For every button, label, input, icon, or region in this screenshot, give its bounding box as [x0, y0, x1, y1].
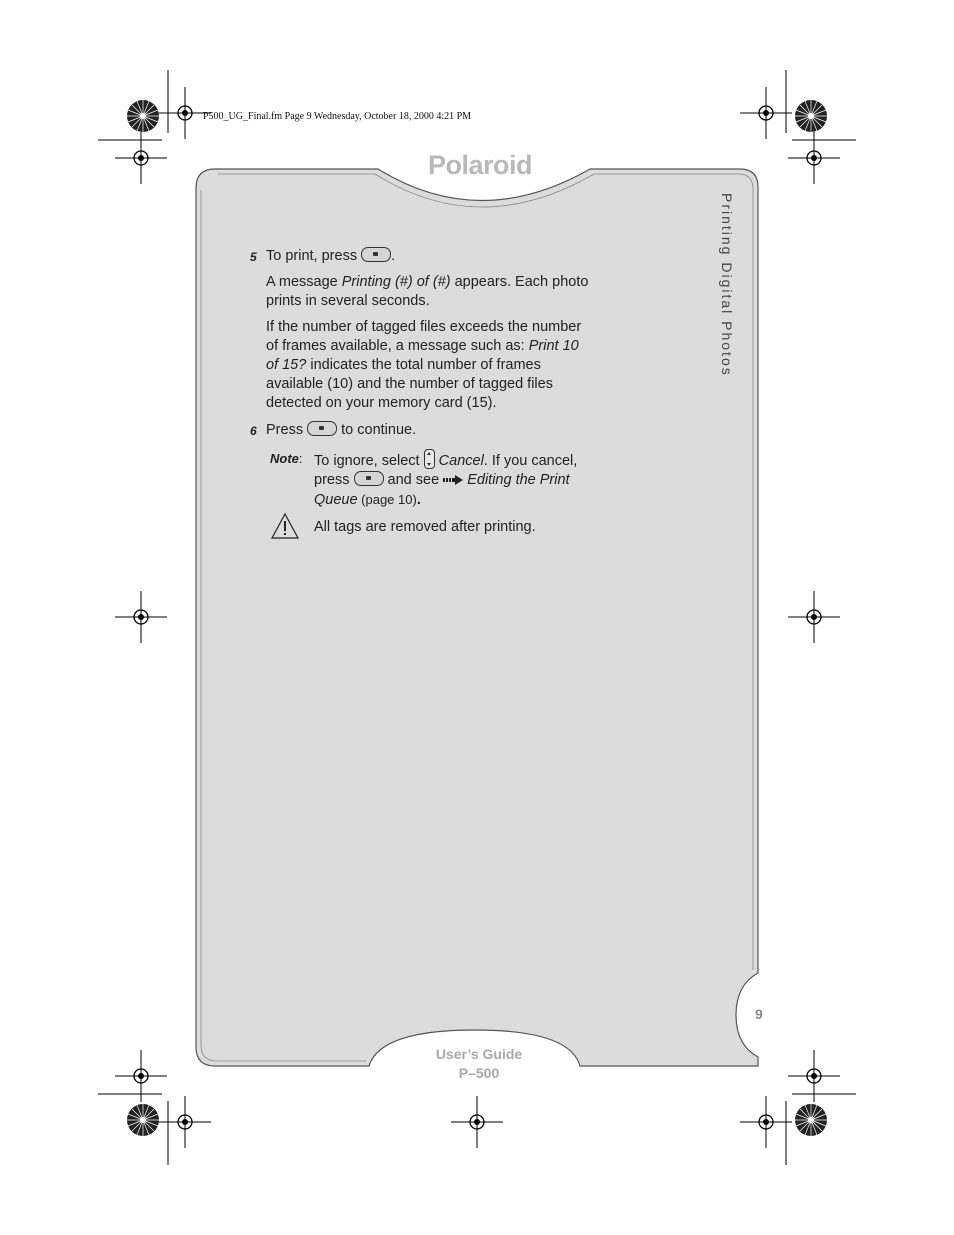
warning-triangle-icon — [270, 512, 300, 540]
note-block — [270, 449, 590, 510]
message-text: Printing (#) of (#) — [341, 274, 451, 290]
step-5-paragraph-2 — [266, 318, 590, 413]
section-side-tab: Printing Digital Photos — [719, 193, 735, 377]
text-run: If the number of tagged files exceeds the number of frames available, a message such as: — [266, 319, 582, 354]
text-run: appears. Each photo prints in several seconds. — [266, 274, 589, 309]
cross-reference-arrow-icon — [443, 475, 463, 485]
cancel-option-text: Cancel — [438, 453, 484, 469]
text-run: To ignore, select — [314, 453, 424, 469]
page-reference: (page 10) — [357, 492, 417, 507]
step-text-end: . — [391, 248, 396, 264]
step-text-end: to continue. — [341, 422, 417, 438]
ok-button-icon — [354, 471, 384, 486]
step-6 — [250, 421, 590, 440]
step-number: 6 — [250, 424, 257, 438]
step-5 — [250, 247, 590, 266]
print-header-info: P500_UG_Final.fm Page 9 Wednesday, October 18, 2000 4:21 PM — [203, 111, 472, 122]
step-5-paragraph-1 — [266, 273, 590, 311]
note-colon: : — [298, 451, 303, 466]
text-run: indicates the total number of frames available (10) and the number of tagged files detected on your memory card (15). — [266, 357, 553, 411]
footer-guide-title: User’s Guide — [435, 1046, 523, 1062]
text-run: A message — [266, 274, 342, 290]
polaroid-logo: Polaroid — [428, 150, 533, 180]
ok-button-icon — [307, 421, 337, 436]
text-run: . — [416, 492, 421, 508]
ok-button-icon — [361, 247, 391, 262]
step-number: 5 — [250, 250, 257, 264]
warning-block — [270, 518, 590, 537]
cross-reference-link[interactable]: Editing the Print Queue — [314, 472, 570, 508]
message-text: Print 10 of 15? — [266, 338, 579, 373]
note-label-text: Note — [270, 451, 299, 466]
step-text: To print, press — [266, 248, 358, 264]
note-label — [270, 449, 303, 468]
step-text: Press — [266, 422, 304, 438]
warning-text: All tags are removed after printing. — [314, 519, 536, 535]
main-content — [250, 247, 590, 537]
footer-model: P–500 — [458, 1065, 500, 1081]
text-run: and see — [383, 472, 444, 488]
scroll-rocker-icon — [424, 449, 435, 469]
text-run: . If you cancel, press — [314, 453, 578, 488]
page-number: 9 — [755, 1006, 763, 1022]
footer — [420, 1045, 538, 1083]
